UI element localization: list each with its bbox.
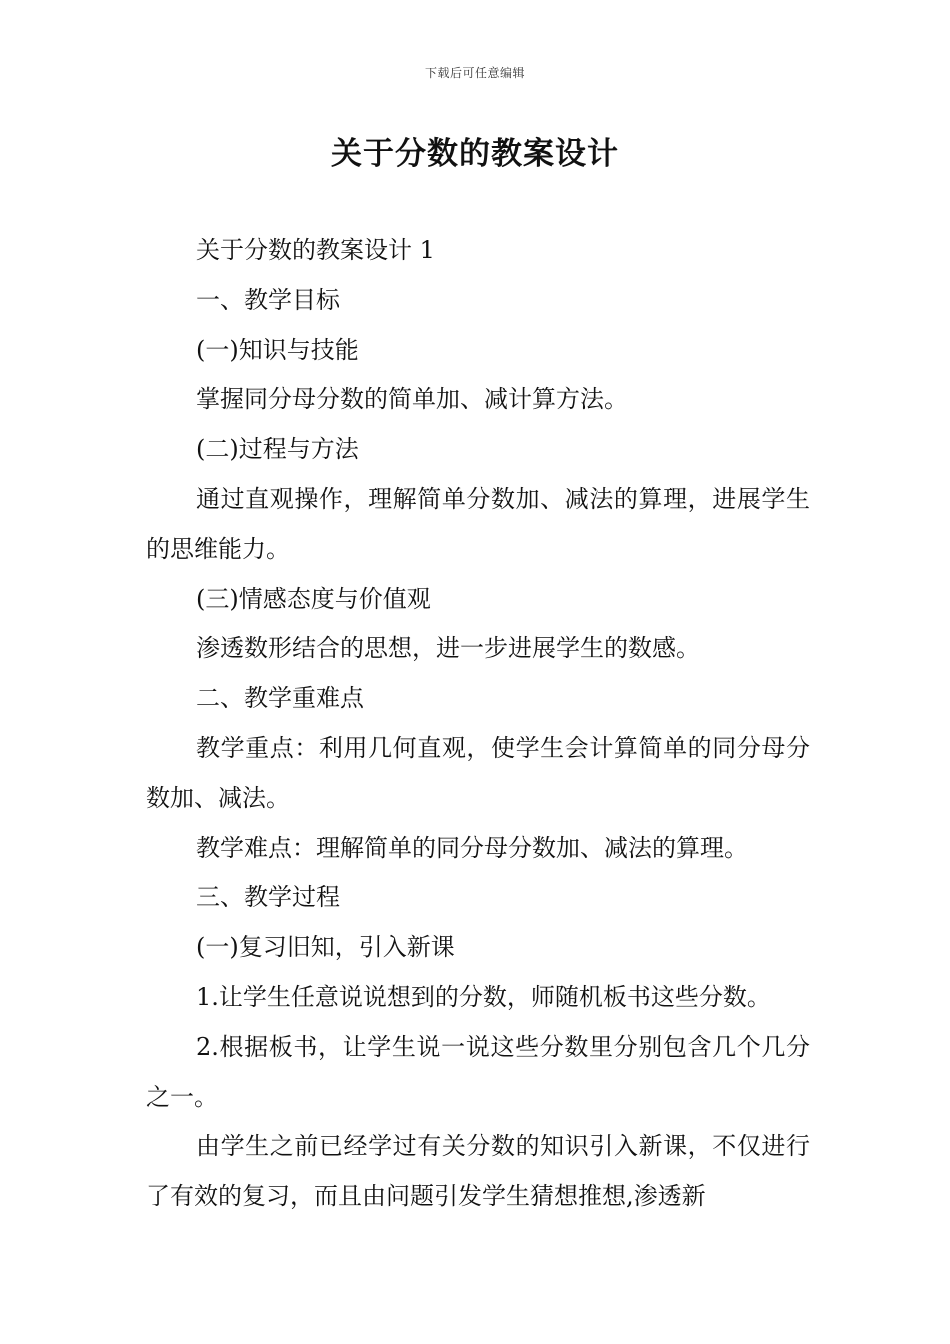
subsection-heading: (一)复习旧知，引入新课 <box>196 933 455 962</box>
header-note: 下载后可任意编辑 <box>424 66 525 80</box>
paragraph: 教学重点：利用几何直观，使学生会计算简单的同分母分数加、减法。 <box>146 733 810 812</box>
section-heading-key-points: 二、教学重难点 <box>196 684 364 713</box>
paragraph: 由学生之前已经学过有关分数的知识引入新课，不仅进行了有效的复习，而且由问题引发学生猜想推想,渗透新 <box>146 1132 810 1211</box>
subsection-heading: (二)过程与方法 <box>196 435 359 464</box>
list-item: 2.根据板书，让学生说一说这些分数里分别包含几个几分之一。 <box>146 1032 810 1111</box>
document-body <box>146 226 810 1222</box>
paragraph: 教学难点：理解简单的同分母分数加、减法的算理。 <box>196 833 748 862</box>
subsection-heading: (一)知识与技能 <box>196 335 359 364</box>
paragraph: 掌握同分母分数的简单加、减计算方法。 <box>196 385 628 414</box>
section-heading-objectives: 一、教学目标 <box>196 285 340 314</box>
paragraph: 通过直观操作，理解简单分数加、减法的算理，进展学生的思维能力。 <box>146 484 810 563</box>
subsection-heading: (三)情感态度与价值观 <box>196 584 431 613</box>
paragraph: 渗透数形结合的思想，进一步进展学生的数感。 <box>196 634 700 663</box>
document-title: 关于分数的教案设计 <box>331 136 619 172</box>
lesson-plan-subtitle: 关于分数的教案设计 1 <box>196 236 435 264</box>
section-heading-process: 三、教学过程 <box>196 883 340 912</box>
list-item: 1.让学生任意说说想到的分数，师随机板书这些分数。 <box>196 982 771 1011</box>
